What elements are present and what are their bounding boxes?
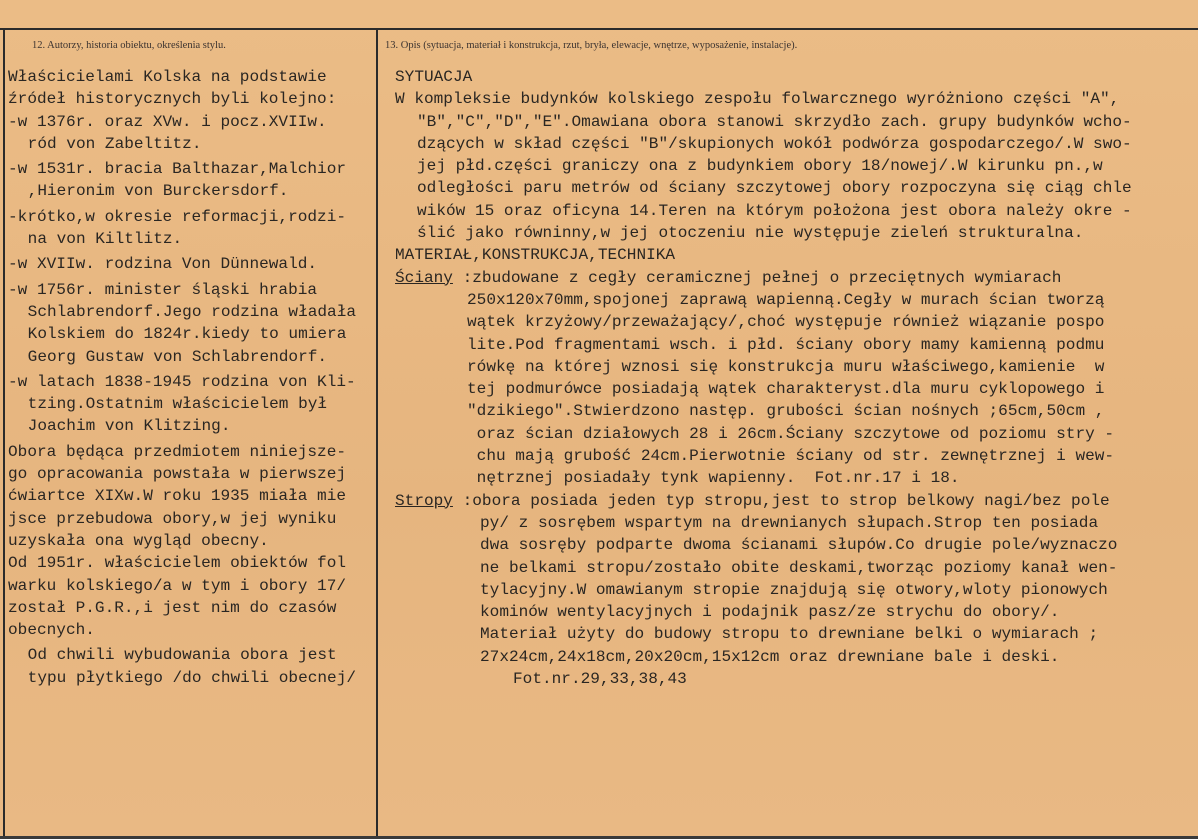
stropy-line: 27x24cm,24x18cm,20x20cm,15x12cm oraz drewniane bale i deski. — [480, 647, 1060, 666]
stropy-line: dwa sosręby podparte dwoma ścianami słupów.Co drugie pole/wyznaczo — [480, 536, 1118, 555]
stropy-line: ne belkami stropu/zostało obite deskami,tworząc poziomy kanał wen- — [480, 558, 1118, 577]
stropy-line: kominów wentylacyjnych i podajnik pasz/ze strychu do obory/. — [480, 603, 1060, 622]
sytuacja-title: SYTUACJA — [395, 68, 473, 86]
history-line: obecnych. — [8, 621, 95, 640]
history-line: -w 1756r. minister śląski hrabia — [8, 280, 318, 299]
history-line: -w XVIIw. rodzina Von Dünnewald. — [8, 255, 318, 274]
history-line: Schlabrendorf.Jego rodzina władała — [18, 302, 357, 321]
history-line: -w 1531r. bracia Balthazar,Malchior — [8, 160, 347, 179]
sytuacja-line: wików 15 oraz oficyna 14.Teren na którym położona jest obora należy okre - — [417, 201, 1132, 220]
history-line: Joachim von Klitzing. — [18, 417, 231, 436]
history-line: Georg Gustaw von Schlabrendorf. — [18, 347, 328, 366]
history-line: -w latach 1838-1945 rodzina von Kli- — [8, 372, 356, 391]
sciany-line: nętrznej posiadały tynk wapienny. Fot.nr.17 i 18. — [467, 469, 960, 488]
history-line: go opracowania powstała w pierwszej — [8, 465, 347, 484]
history-line: został P.G.R.,i jest nim do czasów — [8, 598, 337, 617]
history-line: Obora będąca przedmiotem niniejsze- — [8, 442, 347, 461]
stropy-line: tylacyjny.W omawianym stropie znajdują się otwory,wloty pionowych — [480, 580, 1108, 599]
sytuacja-line: W kompleksie budynków kolskiego zespołu folwarcznego wyróżniono części "A", — [395, 90, 1120, 109]
history-line: Od 1951r. właścicielem obiektów fol — [8, 554, 347, 573]
section-12-header: 12. Autorzy, historia obiektu, określenia stylu. — [32, 40, 226, 51]
history-line: typu płytkiego /do chwili obecnej/ — [18, 668, 357, 687]
photo-reference: Fot.nr.29,33,38,43 — [513, 670, 687, 689]
sytuacja-line: ślić jako równinny,w jej otoczeniu nie występuje zieleń strukturalna. — [417, 224, 1084, 243]
sciany-line: chu mają grubość 24cm.Pierwotnie ściany od str. zewnętrznej i wew- — [467, 447, 1115, 466]
history-line: -krótko,w okresie reformacji,rodzi- — [8, 207, 347, 226]
history-line: Właścicielami Kolska na podstawie — [8, 68, 327, 86]
stropy-line: py/ z sosrębem wspartym na drewnianych słupach.Strop ten posiada — [480, 513, 1099, 532]
sciany-line: oraz ścian działowych 28 i 26cm.Ściany szczytowe od poziomu stry - — [467, 424, 1115, 443]
sytuacja-line: dzących w skład części "B"/skupionych wokół podwórza gospodarczego/.W swo- — [417, 134, 1132, 153]
sciany-line: lite.Pod fragmentami wsch. i płd. ściany obory mamy kamienną podmu — [467, 335, 1105, 354]
description-column — [395, 66, 1190, 690]
history-line: źródeł historycznych byli kolejno: — [8, 90, 337, 109]
history-line: ćwiartce XIXw.W roku 1935 miała mie — [8, 487, 347, 506]
material-title: MATERIAŁ,KONSTRUKCJA,TECHNIKA — [395, 246, 676, 265]
top-rule — [0, 28, 1198, 30]
sytuacja-line: odległości paru metrów od ściany szczytowej obory rozpoczyna się ciąg chle — [417, 179, 1132, 198]
history-line: -w 1376r. oraz XVw. i pocz.XVIIw. — [8, 112, 327, 131]
history-column — [8, 66, 374, 689]
history-line: ród von Zabeltitz. — [18, 134, 202, 153]
section-13-header: 13. Opis (sytuacja, materiał i konstrukcja, rzut, bryła, elewacje, wnętrze, wyposażenie, instalacje). — [385, 40, 798, 51]
stropy-line: Materiał użyty do budowy stropu to drewniane belki o wymiarach ; — [480, 625, 1099, 644]
history-line: ,Hieronim von Burckersdorf. — [18, 182, 289, 201]
column-divider — [376, 30, 378, 839]
history-line: Kolskiem do 1824r.kiedy to umiera — [18, 325, 347, 344]
stropy-label: Stropy — [395, 491, 453, 510]
sciany-line: rówkę na której wznosi się konstrukcja muru właściwego,kamienie w — [467, 357, 1105, 376]
sciany-line: 250x120x70mm,spojonej zaprawą wapienną.Cegły w murach ścian tworzą — [467, 290, 1105, 309]
history-line: uzyskała ona wygląd obecny. — [8, 531, 269, 550]
history-line: tzing.Ostatnim właścicielem był — [18, 395, 328, 414]
history-line: jsce przebudowa obory,w jej wyniku — [8, 509, 337, 528]
history-line: Od chwili wybudowania obora jest — [18, 646, 337, 665]
history-line: warku kolskiego/a w tym i obory 17/ — [8, 576, 347, 595]
sciany-label: Ściany — [395, 268, 453, 287]
sciany-line: "dzikiego".Stwierdzono następ. grubości ścian nośnych ;65cm,50cm , — [467, 402, 1105, 421]
sciany-first-line — [395, 267, 1190, 289]
sciany-line: tej podmurówce posiadają wątek charakteryst.dla muru cyklopowego i — [467, 380, 1105, 399]
sciany-line: wątek krzyżowy/przeważający/,choć występuje również wiązanie pospo — [467, 313, 1105, 332]
history-line: na von Kiltlitz. — [18, 230, 183, 249]
sytuacja-line: "B","C","D","E".Omawiana obora stanowi skrzydło zach. grupy budynków wcho- — [417, 112, 1132, 131]
left-rule — [3, 28, 5, 839]
sytuacja-line: jej płd.części graniczy ona z budynkiem obory 18/nowej/.W kirunku pn.,w — [417, 157, 1103, 176]
stropy-first-text: :obora posiada jeden typ stropu,jest to strop belkowy nagi/bez pole — [452, 491, 1110, 510]
stropy-first-line — [395, 490, 1190, 512]
sciany-first-text: :zbudowane z cegły ceramicznej pełnej o przeciętnych wymiarach — [452, 268, 1062, 287]
